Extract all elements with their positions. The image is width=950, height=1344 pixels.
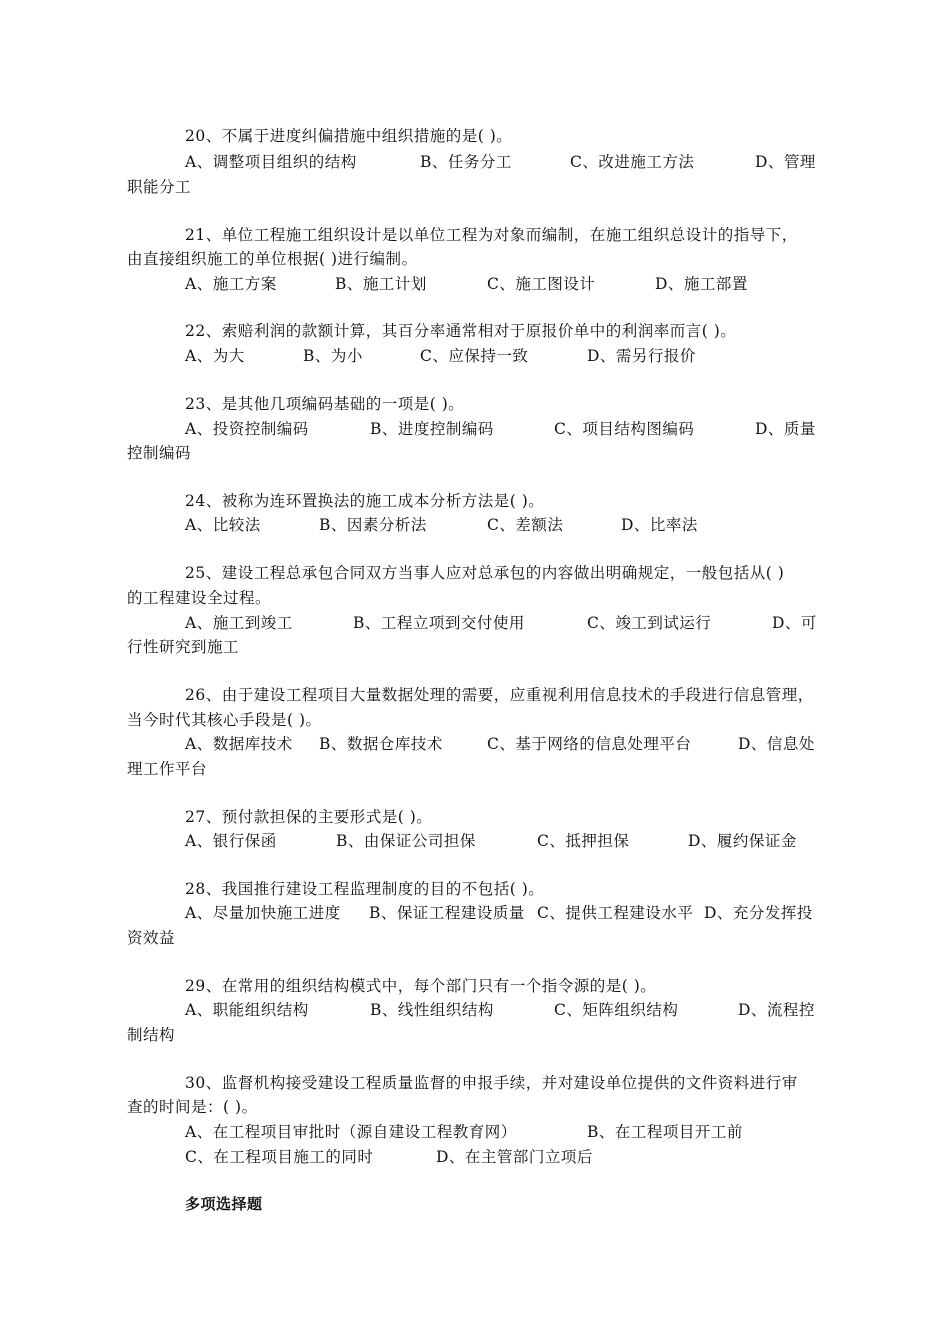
option-a: A、银行保函 bbox=[185, 832, 277, 850]
question-21-stem: 21、单位工程施工组织设计是以单位工程为对象而编制，在施工组织总设计的指导下， bbox=[185, 226, 798, 244]
question-25-stem-cont: 的工程建设全过程。 bbox=[127, 589, 272, 607]
option-d: D、管理 bbox=[755, 153, 816, 171]
option-b: B、在工程项目开工前 bbox=[587, 1123, 743, 1141]
question-22-stem: 22、索赔利润的款额计算，其百分率通常相对于原报价单中的利润率而言( )。 bbox=[185, 322, 737, 340]
option-b: B、保证工程建设质量 bbox=[369, 904, 525, 922]
option-b: B、线性组织结构 bbox=[370, 1001, 494, 1019]
question-29-stem: 29、在常用的组织结构模式中，每个部门只有一个指令源的是( )。 bbox=[185, 977, 657, 995]
option-b: B、为小 bbox=[303, 347, 363, 365]
option-a: A、施工到竣工 bbox=[185, 614, 293, 632]
option-d: D、充分发挥投 bbox=[704, 904, 813, 922]
option-d: D、履约保证金 bbox=[688, 832, 797, 850]
option-b: B、工程立项到交付使用 bbox=[353, 614, 525, 632]
option-c: C、改进施工方法 bbox=[570, 153, 695, 171]
option-c: C、施工图设计 bbox=[487, 275, 596, 293]
question-27-stem: 27、预付款担保的主要形式是( )。 bbox=[185, 808, 433, 826]
option-c: C、基于网络的信息处理平台 bbox=[487, 735, 692, 753]
option-a: A、在工程项目审批时（源自建设工程教育网） bbox=[185, 1123, 517, 1141]
question-30-stem: 30、监督机构接受建设工程质量监督的申报手续，并对建设单位提供的文件资料进行审 bbox=[185, 1074, 798, 1092]
question-30-stem-cont: 查的时间是：( )。 bbox=[127, 1098, 258, 1116]
question-20-stem: 20、不属于进度纠偏措施中组织措施的是( )。 bbox=[185, 127, 513, 145]
option-c: C、项目结构图编码 bbox=[554, 420, 695, 438]
question-28-stem: 28、我国推行建设工程监理制度的目的不包括( )。 bbox=[185, 880, 545, 898]
option-a: A、职能组织结构 bbox=[185, 1001, 309, 1019]
option-d: D、施工部置 bbox=[655, 275, 748, 293]
option-a: A、调整项目组织的结构 bbox=[185, 153, 357, 171]
option-c: C、应保持一致 bbox=[420, 347, 529, 365]
question-21-stem-cont: 由直接组织施工的单位根据( )进行编制。 bbox=[127, 250, 418, 268]
option-d: D、质量 bbox=[755, 420, 816, 438]
option-a: A、数据库技术 bbox=[185, 735, 293, 753]
option-c: C、在工程项目施工的同时 bbox=[185, 1148, 374, 1166]
option-a: A、投资控制编码 bbox=[185, 420, 309, 438]
question-25-wrap: 行性研究到施工 bbox=[127, 638, 240, 656]
question-26-stem: 26、由于建设工程项目大量数据处理的需要，应重视利用信息技术的手段进行信息管理， bbox=[185, 686, 814, 704]
option-d: D、流程控 bbox=[738, 1001, 815, 1019]
option-d: D、可 bbox=[772, 614, 817, 632]
option-a: A、比较法 bbox=[185, 516, 261, 534]
option-d: D、信息处 bbox=[738, 735, 815, 753]
question-26-wrap: 理工作平台 bbox=[127, 760, 208, 778]
option-c: C、提供工程建设水平 bbox=[537, 904, 694, 922]
section-heading: 多项选择题 bbox=[185, 1195, 263, 1213]
option-d: D、比率法 bbox=[621, 516, 698, 534]
option-a: A、施工方案 bbox=[185, 275, 277, 293]
question-20-wrap: 职能分工 bbox=[127, 178, 192, 196]
option-b: B、任务分工 bbox=[420, 153, 512, 171]
question-26-stem-cont: 当今时代其核心手段是( )。 bbox=[127, 711, 322, 729]
question-24-stem: 24、被称为连环置换法的施工成本分析方法是( )。 bbox=[185, 492, 545, 510]
question-28-wrap: 资效益 bbox=[127, 929, 176, 947]
question-23-wrap: 控制编码 bbox=[127, 444, 192, 462]
question-23-stem: 23、是其他几项编码基础的一项是( )。 bbox=[185, 395, 465, 413]
option-c: C、抵押担保 bbox=[537, 832, 630, 850]
option-d: D、在主管部门立项后 bbox=[436, 1148, 593, 1166]
option-b: B、数据仓库技术 bbox=[319, 735, 443, 753]
option-c: C、竣工到试运行 bbox=[587, 614, 712, 632]
option-b: B、由保证公司担保 bbox=[336, 832, 476, 850]
option-c: C、差额法 bbox=[487, 516, 564, 534]
question-29-wrap: 制结构 bbox=[127, 1026, 176, 1044]
option-b: B、进度控制编码 bbox=[370, 420, 494, 438]
option-a: A、为大 bbox=[185, 347, 245, 365]
option-b: B、因素分析法 bbox=[319, 516, 427, 534]
option-c: C、矩阵组织结构 bbox=[554, 1001, 679, 1019]
question-25-stem: 25、建设工程总承包合同双方当事人应对总承包的内容做出明确规定，一般包括从( ) bbox=[185, 564, 785, 582]
option-d: D、需另行报价 bbox=[587, 347, 696, 365]
option-a: A、尽量加快施工进度 bbox=[185, 904, 341, 922]
option-b: B、施工计划 bbox=[335, 275, 427, 293]
